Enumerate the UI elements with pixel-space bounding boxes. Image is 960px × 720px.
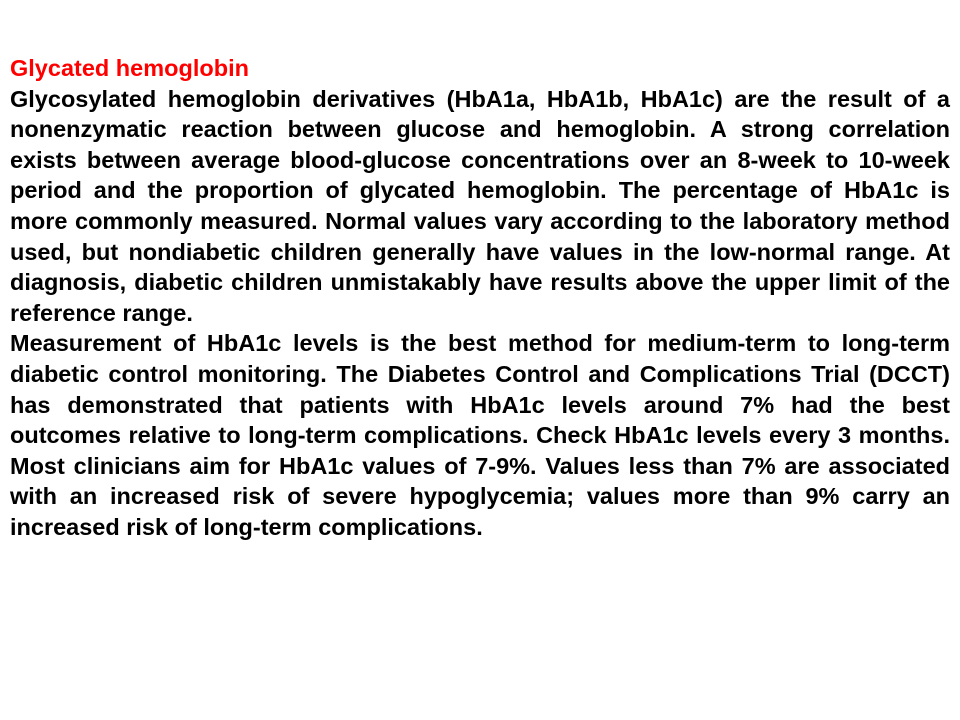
- slide-title: Glycated hemoglobin: [10, 55, 249, 81]
- paragraph-glycosylated-hemoglobin: Glycosylated hemoglobin derivatives (HbA1a, HbA1b, HbA1c) are the result of a nonenzymatic reaction between glucose and hemoglobin. A strong correlation exists between average blood-glucose concentrations over an 8-week to 10-week period and the proportion of glycated hemoglobin. The percentage of HbA1c is more commonly measured. Normal values vary according to the laboratory method used, but nondiabetic children generally have values in the low-normal range. At diagnosis, diabetic children unmistakably have results above the upper limit of the reference range.: [10, 85, 950, 326]
- slide-content: [10, 53, 950, 543]
- paragraph-hba1c-measurement: Measurement of HbA1c levels is the best method for medium-term to long-term diabetic control monitoring. The Diabetes Control and Complications Trial (DCCT) has demonstrated that patients with HbA1c levels around 7% had the best outcomes relative to long-term complications. Check HbA1c levels every 3 months. Most clinicians aim for HbA1c values of 7-9%. Values less than 7% are associated with an increased risk of severe hypoglycemia; values more than 9% carry an increased risk of long-term complications.: [10, 330, 950, 540]
